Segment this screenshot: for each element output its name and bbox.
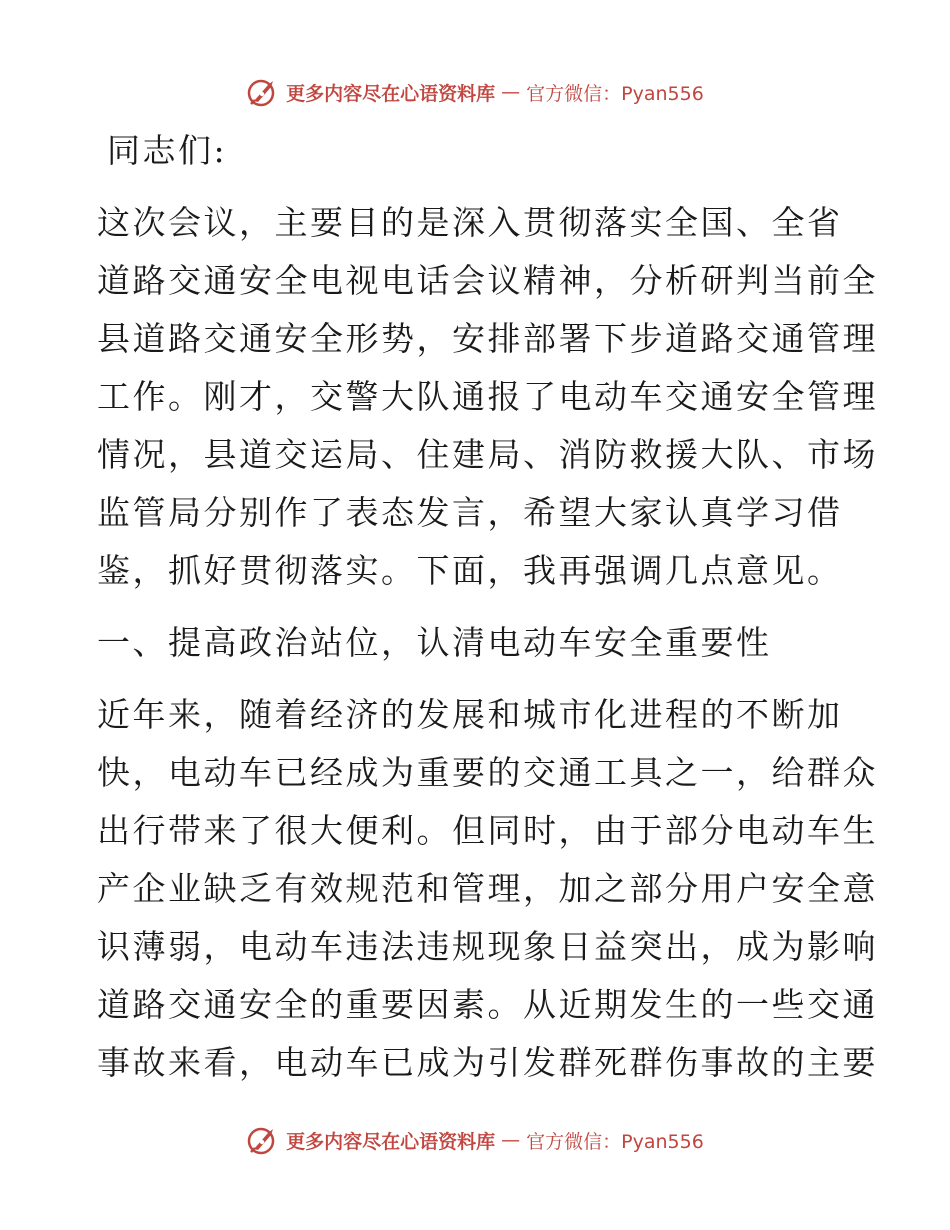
paragraph-2 — [97, 686, 878, 1092]
pen-nib-logo-icon — [246, 75, 280, 109]
paragraph-line: 出行带来了很大便利。但同时，由于部分电动车生 — [97, 811, 878, 850]
banner-separator: — — [501, 1129, 521, 1151]
banner-separator: — — [501, 81, 521, 103]
paragraph-line: 县道路交通安全形势，安排部署下步道路交通管理 — [97, 319, 878, 358]
paragraph-line: 工作。刚才，交警大队通报了电动车交通安全管理 — [97, 377, 878, 416]
header-watermark-banner — [0, 72, 950, 112]
salutation: 同志们: — [107, 131, 228, 170]
paragraph-line: 情况，县道交运局、住建局、消防救援大队、市场 — [97, 435, 878, 474]
paragraph-line: 近年来，随着经济的发展和城市化进程的不断加 — [97, 695, 843, 734]
pen-nib-logo-icon — [246, 1123, 280, 1157]
section-heading-1: 一、提高政治站位，认清电动车安全重要性 — [97, 623, 772, 662]
paragraph-line: 道路交通安全的重要因素。从近期发生的一些交通 — [97, 985, 878, 1024]
paragraph-line: 鉴，抓好贯彻落实。下面，我再强调几点意见。 — [97, 551, 843, 590]
banner-wechat: 官方微信：Pyan556 — [526, 82, 704, 105]
paragraph-1 — [97, 194, 878, 600]
banner-site-name: 更多内容尽在心语资料库 — [286, 1130, 496, 1153]
banner-wechat: 官方微信：Pyan556 — [526, 1130, 704, 1153]
footer-watermark-banner — [0, 1120, 950, 1160]
paragraph-line: 监管局分别作了表态发言，希望大家认真学习借 — [97, 493, 843, 532]
banner-site-name: 更多内容尽在心语资料库 — [286, 82, 496, 105]
paragraph-line: 这次会议，主要目的是深入贯彻落实全国、全省 — [97, 203, 843, 242]
document-body — [97, 122, 878, 1092]
paragraph-line: 事故来看，电动车已成为引发群死群伤事故的主要 — [97, 1043, 878, 1082]
paragraph-line: 快，电动车已经成为重要的交通工具之一，给群众 — [97, 753, 878, 792]
paragraph-line: 道路交通安全电视电话会议精神，分析研判当前全 — [97, 261, 878, 300]
paragraph-line: 产企业缺乏有效规范和管理，加之部分用户安全意 — [97, 869, 878, 908]
paragraph-line: 识薄弱，电动车违法违规现象日益突出，成为影响 — [97, 927, 878, 966]
